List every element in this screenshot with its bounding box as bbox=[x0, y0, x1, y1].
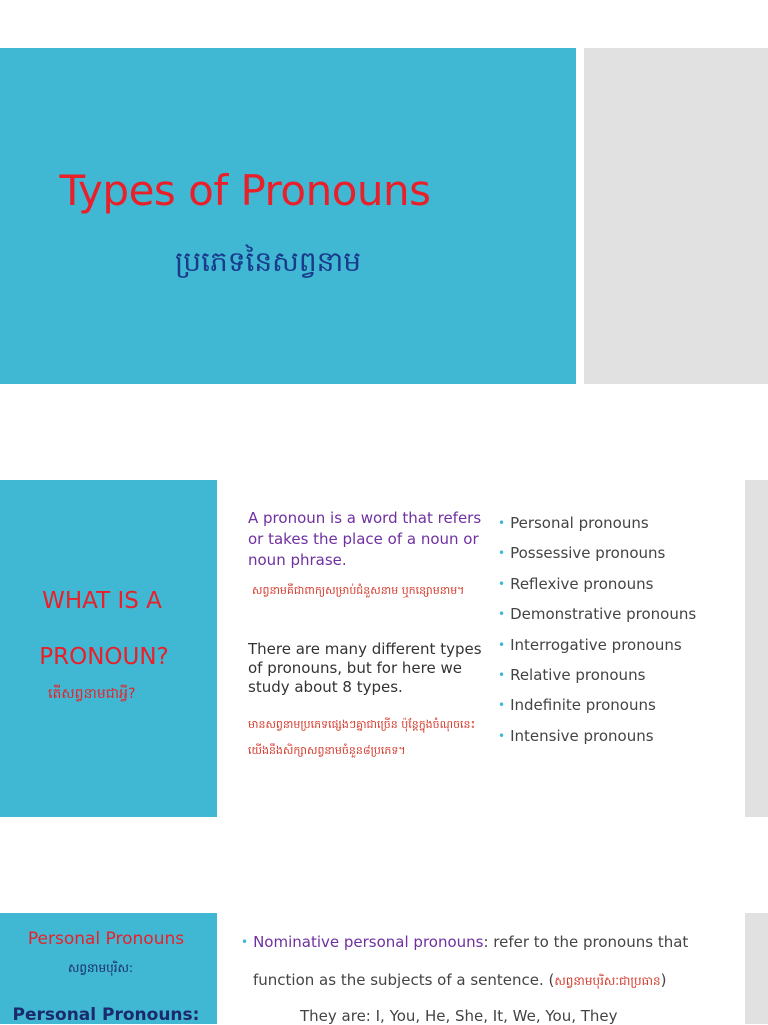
bullet-icon: • bbox=[498, 667, 506, 682]
bullet-icon: • bbox=[498, 546, 506, 561]
list-item: • Reflexive pronouns bbox=[498, 574, 654, 593]
nominative-definition-line2: function as the subjects of a sentence. (សព្វនាមបុរិសៈជាប្រធាន) bbox=[253, 971, 667, 989]
title-slide-panel bbox=[0, 48, 576, 384]
what-is-pronoun-slide bbox=[0, 480, 768, 817]
personal-pronouns-slide bbox=[0, 913, 768, 1024]
list-item: • Personal pronouns bbox=[498, 514, 649, 532]
bullet-icon: • bbox=[498, 576, 506, 591]
slide-title: Types of Pronouns bbox=[59, 166, 431, 215]
bullet-icon: • bbox=[498, 637, 506, 652]
question-khmer: តើសព្វនាមជាអ្វី? bbox=[48, 686, 136, 702]
nominative-khmer: សព្វនាមបុរិសៈជាប្រធាន bbox=[554, 974, 661, 988]
nominative-examples: They are: I, You, He, She, It, We, You, They bbox=[300, 1007, 618, 1025]
list-item: • Demonstrative pronouns bbox=[498, 605, 697, 624]
pronoun-definition: A pronoun is a word that refers or takes the place of a noun or noun phrase. bbox=[248, 509, 482, 569]
title-slide bbox=[0, 48, 768, 384]
title-slide-side-panel bbox=[584, 48, 768, 384]
nominative-definition-line1: • Nominative personal pronouns: refer to the pronouns that bbox=[241, 933, 689, 951]
list-item: • Possessive pronouns bbox=[498, 544, 666, 563]
slide2-side-panel bbox=[745, 480, 768, 817]
nominative-term: Nominative personal pronouns bbox=[253, 933, 484, 951]
many-types-khmer: មានសព្វនាមប្រភេទផ្សេងៗគ្នាជាច្រើន ប៉ុន្តែក្នុងចំណុចនេះ យើងនឹងសិក្សាសព្វនាមចំនួន៨ប្រភេទ។ bbox=[248, 718, 476, 757]
question-line2: PRONOUN? bbox=[39, 644, 169, 670]
bullet-icon: • bbox=[498, 698, 506, 713]
personal-pronouns-heading: Personal Pronouns bbox=[27, 929, 185, 949]
slide3-side-panel bbox=[745, 913, 768, 1024]
bullet-icon: • bbox=[241, 935, 249, 949]
list-item: • Intensive pronouns bbox=[498, 726, 654, 745]
bullet-icon: • bbox=[498, 728, 506, 743]
list-item: • Indefinite pronouns bbox=[498, 696, 656, 715]
list-item: • Relative pronouns bbox=[498, 665, 646, 684]
slide-subtitle-khmer: ប្រភេទនៃសព្វនាម bbox=[174, 245, 362, 278]
many-types-text: There are many different types of pronouns, but for here we study about 8 types. bbox=[248, 640, 482, 696]
personal-pronouns-subheading: Personal Pronouns: bbox=[12, 1005, 200, 1025]
bullet-icon: • bbox=[498, 516, 506, 530]
pronoun-definition-khmer: សព្វនាមគឺជាពាក្យសម្រាប់ជំនួសនាម ឬកន្សោមនាម។ bbox=[252, 584, 465, 597]
bullet-icon: • bbox=[498, 607, 506, 622]
list-item: • Interrogative pronouns bbox=[498, 635, 682, 654]
personal-pronouns-khmer: សព្វនាមបុរិស: bbox=[68, 961, 133, 975]
question-line1: WHAT IS A bbox=[42, 588, 162, 614]
pronoun-types-list bbox=[498, 514, 696, 757]
